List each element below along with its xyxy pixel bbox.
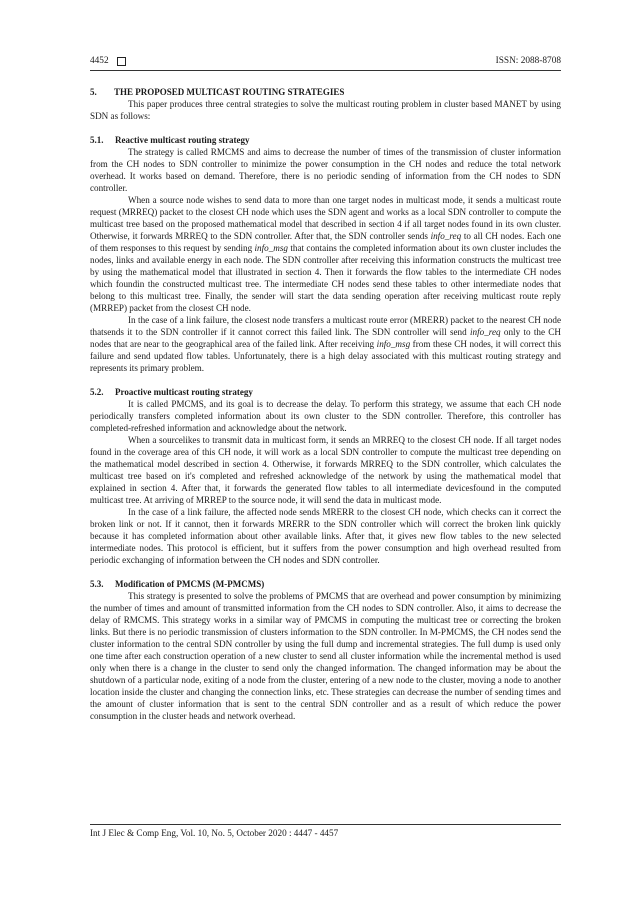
page	[90, 55, 561, 722]
paragraph: This strategy is presented to solve the problems of PMCMS that are overhead and power consumption by minimizing the number of times and amount of transmitted information from the CH nodes to SDN controller. Also, it aims to decrease the delay of RMCMS. This strategy works in a similar way of PMCMS in computing the multicast tree or correcting the broken links. But there is no periodic transmission of clusters information to the SDN controller. In M-PMCMS, the CH nodes send the cluster information to the central SDN controller by using the full dump and incremental strategies. The full dump is used only one time after each construction operation of a new cluster to send all cluster information while the incremental method is used only when there is a change in the cluster to send only the changed information. The changed information may be about the shutdown of a particular node, exiting of a node from the cluster, entering of a new node to the cluster, moving a node to another location inside the cluster and changing the connection links, etc. These strategies can decrease the number of sending times and the amount of cluster information that is sent to the central SDN controller and as a result of which reduce the power consumption in the cluster heads and network overhead.	[90, 591, 561, 721]
subsection-heading: 5.3. Modification of PMCMS (M-PMCMS)	[90, 579, 265, 589]
paragraph: When a sourcelikes to transmit data in multicast form, it sends an MRREQ to the closest CH node. If all target nodes found in the coverage area of this CH node, it will work as a local SDN controller to compute the multicast tree depending on the mathematical model described in section 4. Otherwise, it forwards MRREQ to the SDN controller, which calculates the multicast tree based on it's completed and refreshed acknowledge of the network by using the mathematical model that explained in section 4. After that, it forwards the generated flow tables to all intermediate devicesfound in the computed multicast tree. At arriving of MRREP to the source node, it will send the data in multicast mode.	[90, 435, 561, 505]
running-footer	[90, 824, 561, 838]
subsection-heading: 5.2. Proactive multicast routing strategy	[90, 387, 253, 397]
section-heading: 5. THE PROPOSED MULTICAST ROUTING STRATEGIES	[90, 87, 345, 97]
footer-rule	[90, 824, 561, 825]
paragraph: It is called PMCMS, and its goal is to decrease the delay. To perform this strategy, we assume that each CH node periodically transfers completed information about its own cluster to the SDN controller. Therefore, this controller has completed-refreshed information and acknowledge about the network.	[90, 399, 561, 433]
square-icon	[117, 57, 126, 66]
page-number: 4452	[90, 56, 109, 66]
journal-citation: Int J Elec & Comp Eng, Vol. 10, No. 5, October 2020 : 4447 - 4457	[90, 828, 339, 838]
running-header	[90, 55, 561, 67]
subsection-heading: 5.1. Reactive multicast routing strategy	[90, 135, 250, 145]
issn: ISSN: 2088-8708	[495, 56, 561, 66]
paragraph: The strategy is called RMCMS and aims to decrease the number of times of the transmission of cluster information from the CH nodes to SDN controller to minimize the power consumption in the CH nodes and reduce the total network overhead. It works based on demand. Therefore, there is no periodic sending of information from the CH nodes to SDN controller.	[90, 147, 561, 193]
paragraph: When a source node wishes to send data to more than one target nodes in multicast mode, it sends a multicast route request (MRREQ) packet to the closest CH node which uses the SDN agent and works as a local SDN controller to compute the multicast tree based on the proposed mathematical model that described in section 4 if all target nodes found in its own cluster. Otherwise, it forwards MRREQ to the SDN controller. After that, the SDN controller sends info_req to all CH nodes. Each one of them responses to this request by sending info_msg that contains the completed information about its own cluster includes the nodes, links and available energy in each node. The SDN controller after receiving this information constructs the multicast tree by using the mathematical model that illustrated in section 4. Then it forwards the flow tables to the intermediate CH nodes which foundin the constructed multicast tree. The intermediate CH nodes send these tables to other intermediate nodes that belong to this multicast tree. Finally, the sender will start the data sending operation after receiving multicast route reply (MRREP) packet from the closest CH node.	[90, 195, 561, 313]
paragraph: In the case of a link failure, the closest node transfers a multicast route error (MRERR) packet to the nearest CH node thatsends it to the SDN controller if it cannot correct this failed link. The SDN controller will send info_req only to the CH nodes that are near to the geographical area of the failed link. After receiving info_msg from these CH nodes, it will correct this failure and send updated flow tables. Unfortunately, there is a high delay associated with this multicast routing strategy and represents its primary problem.	[90, 315, 561, 373]
section-intro: This paper produces three central strategies to solve the multicast routing problem in cluster based MANET by using SDN as follows:	[90, 99, 561, 121]
header-rule	[90, 70, 561, 71]
paragraph: In the case of a link failure, the affected node sends MRERR to the closest CH node, which checks can it correct the broken link or not. If it cannot, then it forwards MRERR to the SDN controller which will correct the broken link quickly because it has completed information about other available links. After that, it gives new flow tables to the new selected intermediate nodes. This protocol is efficient, but it suffers from the power consumption and high overhead resulted from periodic exchanging of information between the CH nodes and SDN controller.	[90, 507, 561, 565]
